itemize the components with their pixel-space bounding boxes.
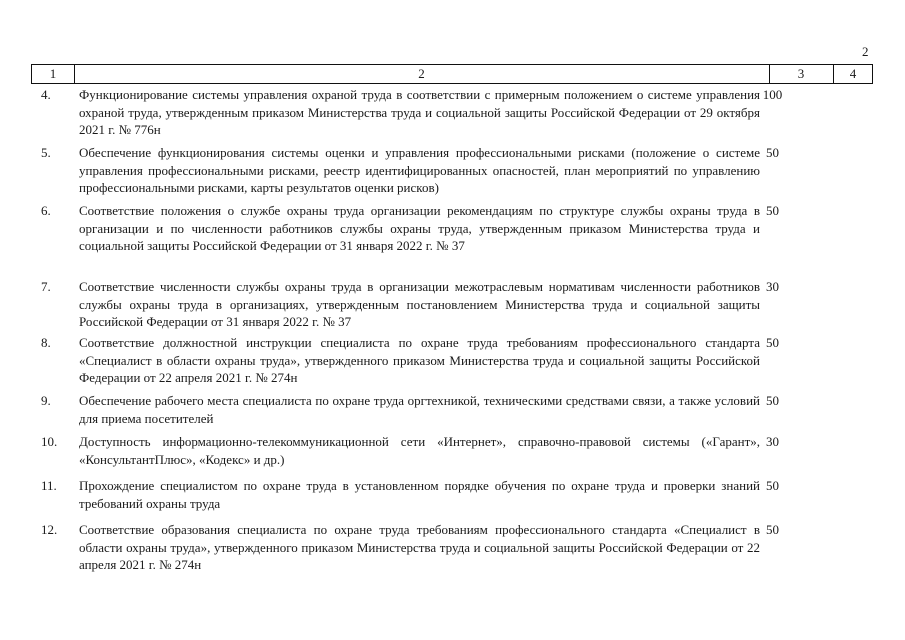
- row-text: Соответствие численности службы охраны труда в организации межотраслевым нормативам численности работников службы охраны труда в организациях, утвержденным постановлением Министерства труда и социальной защиты Российской Федерации от 31 января 2022 г. № 37: [79, 279, 760, 329]
- row-number: 6.: [41, 203, 51, 218]
- row-number: 4.: [41, 87, 51, 102]
- table-header-row: [31, 64, 873, 84]
- row-text: Обеспечение функционирования системы оценки и управления профессиональными рисками (положение о системе управления профессиональными рисками, реестр идентифицированных опасностей, план мероприятий по управлению профессиональными рисками, карты результатов оценки рисков): [79, 145, 760, 195]
- row-number: 12.: [41, 522, 58, 537]
- row-score: 30: [766, 434, 779, 449]
- row-text: Соответствие положения о службе охраны труда организации рекомендациям по структуре службы охраны труда в организации и по численности работников службы охраны труда, утвержденным приказом Министерства труда и социальной защиты Российской Федерации от 31 января 2022 г. № 37: [79, 203, 760, 253]
- column-header-3: 3: [769, 65, 834, 83]
- row-score: 50: [766, 393, 779, 408]
- row-number: 9.: [41, 393, 51, 408]
- row-text: Прохождение специалистом по охране труда в установленном порядке обучения по охране труда и проверки знаний требований охраны труда: [79, 478, 760, 511]
- row-text: Обеспечение рабочего места специалиста по охране труда оргтехникой, техническими средствами связи, а также условий для приема посетителей: [79, 393, 760, 426]
- row-score: 50: [766, 522, 779, 537]
- row-number: 7.: [41, 279, 51, 294]
- row-score: 30: [766, 279, 779, 294]
- page-number: 2: [862, 44, 869, 59]
- row-score: 50: [766, 203, 779, 218]
- column-header-1: 1: [32, 65, 75, 83]
- row-number: 8.: [41, 335, 51, 350]
- row-text: Доступность информационно-телекоммуникационной сети «Интернет», справочно-правовой системы («Гарант», «КонсультантПлюс», «Кодекс» и др.): [79, 434, 760, 467]
- column-header-4: 4: [849, 66, 857, 81]
- row-number: 10.: [41, 434, 58, 449]
- row-score: 50: [766, 335, 779, 350]
- row-number: 5.: [41, 145, 51, 160]
- row-number: 11.: [41, 478, 57, 493]
- row-text: Соответствие образования специалиста по охране труда требованиям профессионального стандарта «Специалист в области охраны труда», утвержденного приказом Министерства труда и социальной защиты Российской Федерации от 22 апреля 2021 г. № 274н: [79, 522, 760, 572]
- row-score: 50: [766, 145, 779, 160]
- row-text: Функционирование системы управления охраной труда в соответствии с примерным положением о системе управления охраной труда, утвержденным приказом Министерства труда и социальной защиты Российской Федерации от 29 октября 2021 г. № 776н: [79, 87, 760, 137]
- row-score: 100: [762, 87, 783, 102]
- row-score: 50: [766, 478, 779, 493]
- row-text: Соответствие должностной инструкции специалиста по охране труда требованиям профессионального стандарта «Специалист в области охраны труда», утвержденного приказом Министерства труда и социальной защиты Российской Федерации от 22 апреля 2021 г. № 274н: [79, 335, 760, 385]
- column-header-2: 2: [74, 65, 770, 83]
